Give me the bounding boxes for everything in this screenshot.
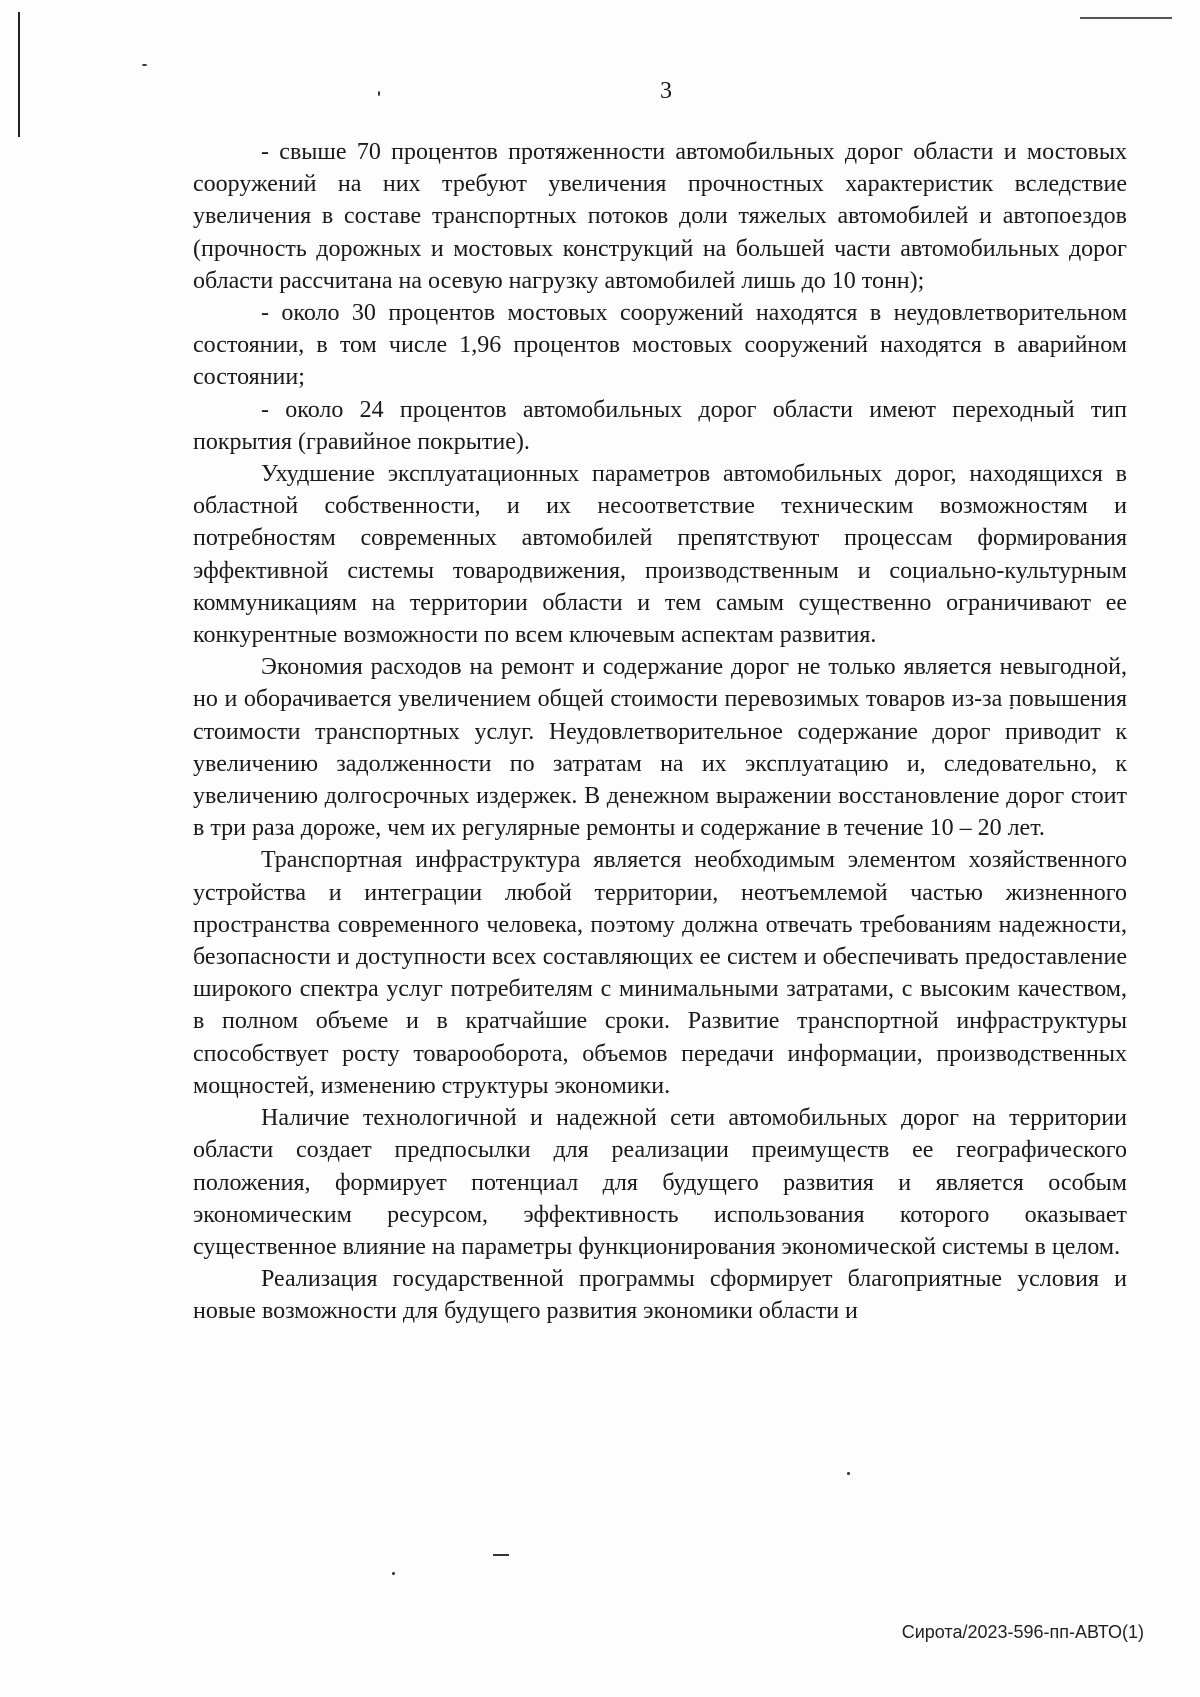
document-body (193, 136, 1127, 1328)
paragraph: Реализация государственной программы сформирует благоприятные условия и новые возможности для будущего развития экономики области и (193, 1266, 1127, 1325)
document-code: Сирота/2023-596-пп-АВТО(1) (901, 1622, 1144, 1642)
scan-speck (378, 91, 380, 96)
paragraph: - свыше 70 процентов протяженности автомобильных дорог области и мостовых сооружений на них требуют увеличения прочностных характеристик вследствие увеличения в составе транспортных потоков доли тяжелых автомобилей и автопоездов (прочность дорожных и мостовых конструкций на большей части автомобильных дорог области рассчитана на осевую нагрузку автомобилей лишь до 10 тонн); (193, 139, 1127, 294)
scan-speck (142, 64, 147, 66)
paragraph: Наличие технологичной и надежной сети автомобильных дорог на территории области создает предпосылки для реализации преимуществ ее географического положения, формирует потенциал для будущего развития и является особым экономическим ресурсом, эффективность использования которого оказывает существенное влияние на параметры функционирования экономической системы в целом. (193, 1105, 1127, 1260)
page-number: 3 (660, 78, 672, 104)
paragraph: Ухудшение эксплуатационных параметров автомобильных дорог, находящихся в областной собственности, и их несоответствие техническим возможностям и потребностям современных автомобилей препятствуют процессам формирования эффективной системы товародвижения, производственным и социально-культурным коммуникациям на территории области и тем самым существенно ограничивают ее конкурентные возможности по всем ключевым аспектам развития. (193, 461, 1127, 649)
paragraph: - около 30 процентов мостовых сооружений находятся в неудовлетворительном состоянии, в том числе 1,96 процентов мостовых сооружений находятся в аварийном состоянии; (193, 300, 1127, 391)
scan-edge-line-top (1080, 17, 1172, 19)
scan-edge-line (18, 12, 20, 137)
paragraph: Транспортная инфраструктура является необходимым элементом хозяйственного устройства и интеграции любой территории, неотъемлемой частью жизненного пространства современного человека, поэтому должна отвечать требованиям надежности, безопасности и доступности всех составляющих ее систем и обеспечивать предоставление широкого спектра услуг потребителям с минимальными затратами, с высоким качеством, в полном объеме и в кратчайшие сроки. Развитие транспортной инфраструктуры способствует росту товарооборота, объемов передачи информации, производственных мощностей, изменению структуры экономики. (193, 847, 1127, 1099)
scan-speck (392, 1572, 395, 1575)
scan-speck (847, 1472, 850, 1475)
scan-dash-mark (493, 1554, 509, 1556)
paragraph: Экономия расходов на ремонт и содержание дорог не только является невыгодной, но и оборачивается увеличением общей стоимости перевозимых товаров из-за повышения стоимости транспортных услуг. Неудовлетворительное содержание дорог приводит к увеличению задолженности по затратам на их эксплуатацию и, следовательно, к увеличению долгосрочных издержек. В денежном выражении восстановление дорог стоит в три раза дороже, чем их регулярные ремонты и содержание в течение 10 – 20 лет. (193, 654, 1127, 842)
paragraph: - около 24 процентов автомобильных дорог области имеют переходный тип покрытия (гравийное покрытие). (193, 396, 1127, 455)
